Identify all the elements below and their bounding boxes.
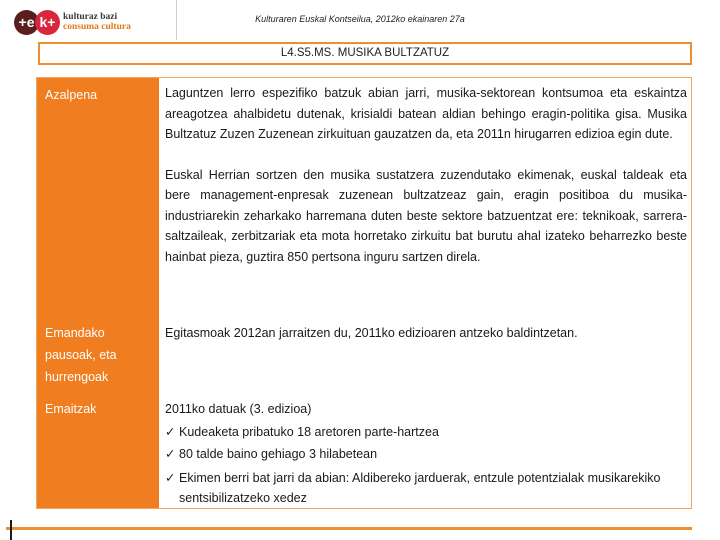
logo-circle-plus-e: +e [14,10,39,35]
emaitzak-intro: 2011ko datuak (3. edizioa) [165,402,312,416]
row-label-emaitzak: Emaitzak [45,402,97,416]
logo-circle-k-plus: k+ [35,10,60,35]
content-table [36,77,692,509]
row-label-emandako: Emandako pausoak, eta hurrengoak [45,326,117,384]
header-text: Kulturaren Euskal Kontseilua, 2012ko ekainaren 27a [255,14,465,24]
azalpena-paragraph-1: Laguntzen lerro espezifiko batzuk abian jarri, musika-sektorean kontsumoa eta eskaintza areagotzea ahalbidetu dutenak, krisialdi batean aldian behingo eragin-politika gisa. Musika Bultzatuz Zuzen Zuzenean zirkuituan gauzatzen da, eta 2011n hirugarren edizioa egin dute. [165,86,687,141]
azalpena-paragraph-2: Euskal Herrian sortzen den musika sustatzera zuzendutako ekimenak, euskal taldeak eta bere management-enpresak zuzenean bultzatzeaz gain, eragin positiboa du musika-industriarekin zeharkako harremana duten beste sektore batzuentzat ere: teknikoak, sarrera-saltzaileak, zerbitzariak eta mota horretako zirkuitu bat burutu ahal izateko beharrezko beste hainbat pieza, guztira 850 pertsona inguru sartzen direla. [165,167,687,264]
logo-text [63,12,131,32]
row-text-azalpena [165,83,687,267]
list-item: ✓ Ekimen berri bat jarri da abian: Aldibereko jarduerak, entzule potentzialak musikarekiko sentsibilizatzeko xedez [165,468,687,508]
row-text-emandako: Egitasmoak 2012an jarraitzen du, 2011ko edizioaren antzeko baldintzetan. [165,326,578,340]
footer-tick [10,520,12,540]
check-icon: ✓ [165,424,176,439]
logo-line1: kulturaz bazi [63,12,118,22]
check-icon: ✓ [165,470,176,485]
page-title: L4.S5.MS. MUSIKA BULTZATUZ [38,42,692,65]
logo [14,10,144,38]
logo-line2: consuma cultura [63,22,131,32]
footer-bar [6,527,692,530]
label-column [37,78,159,508]
list-item: ✓ 80 talde baino gehiago 3 hilabetean [165,443,687,466]
check-icon: ✓ [165,447,176,461]
list-item: ✓ Kudeaketa pribatuko 18 aretoren parte-hartzea [165,421,687,444]
row-label-azalpena: Azalpena [45,88,98,102]
row-text-emaitzak [165,398,687,508]
